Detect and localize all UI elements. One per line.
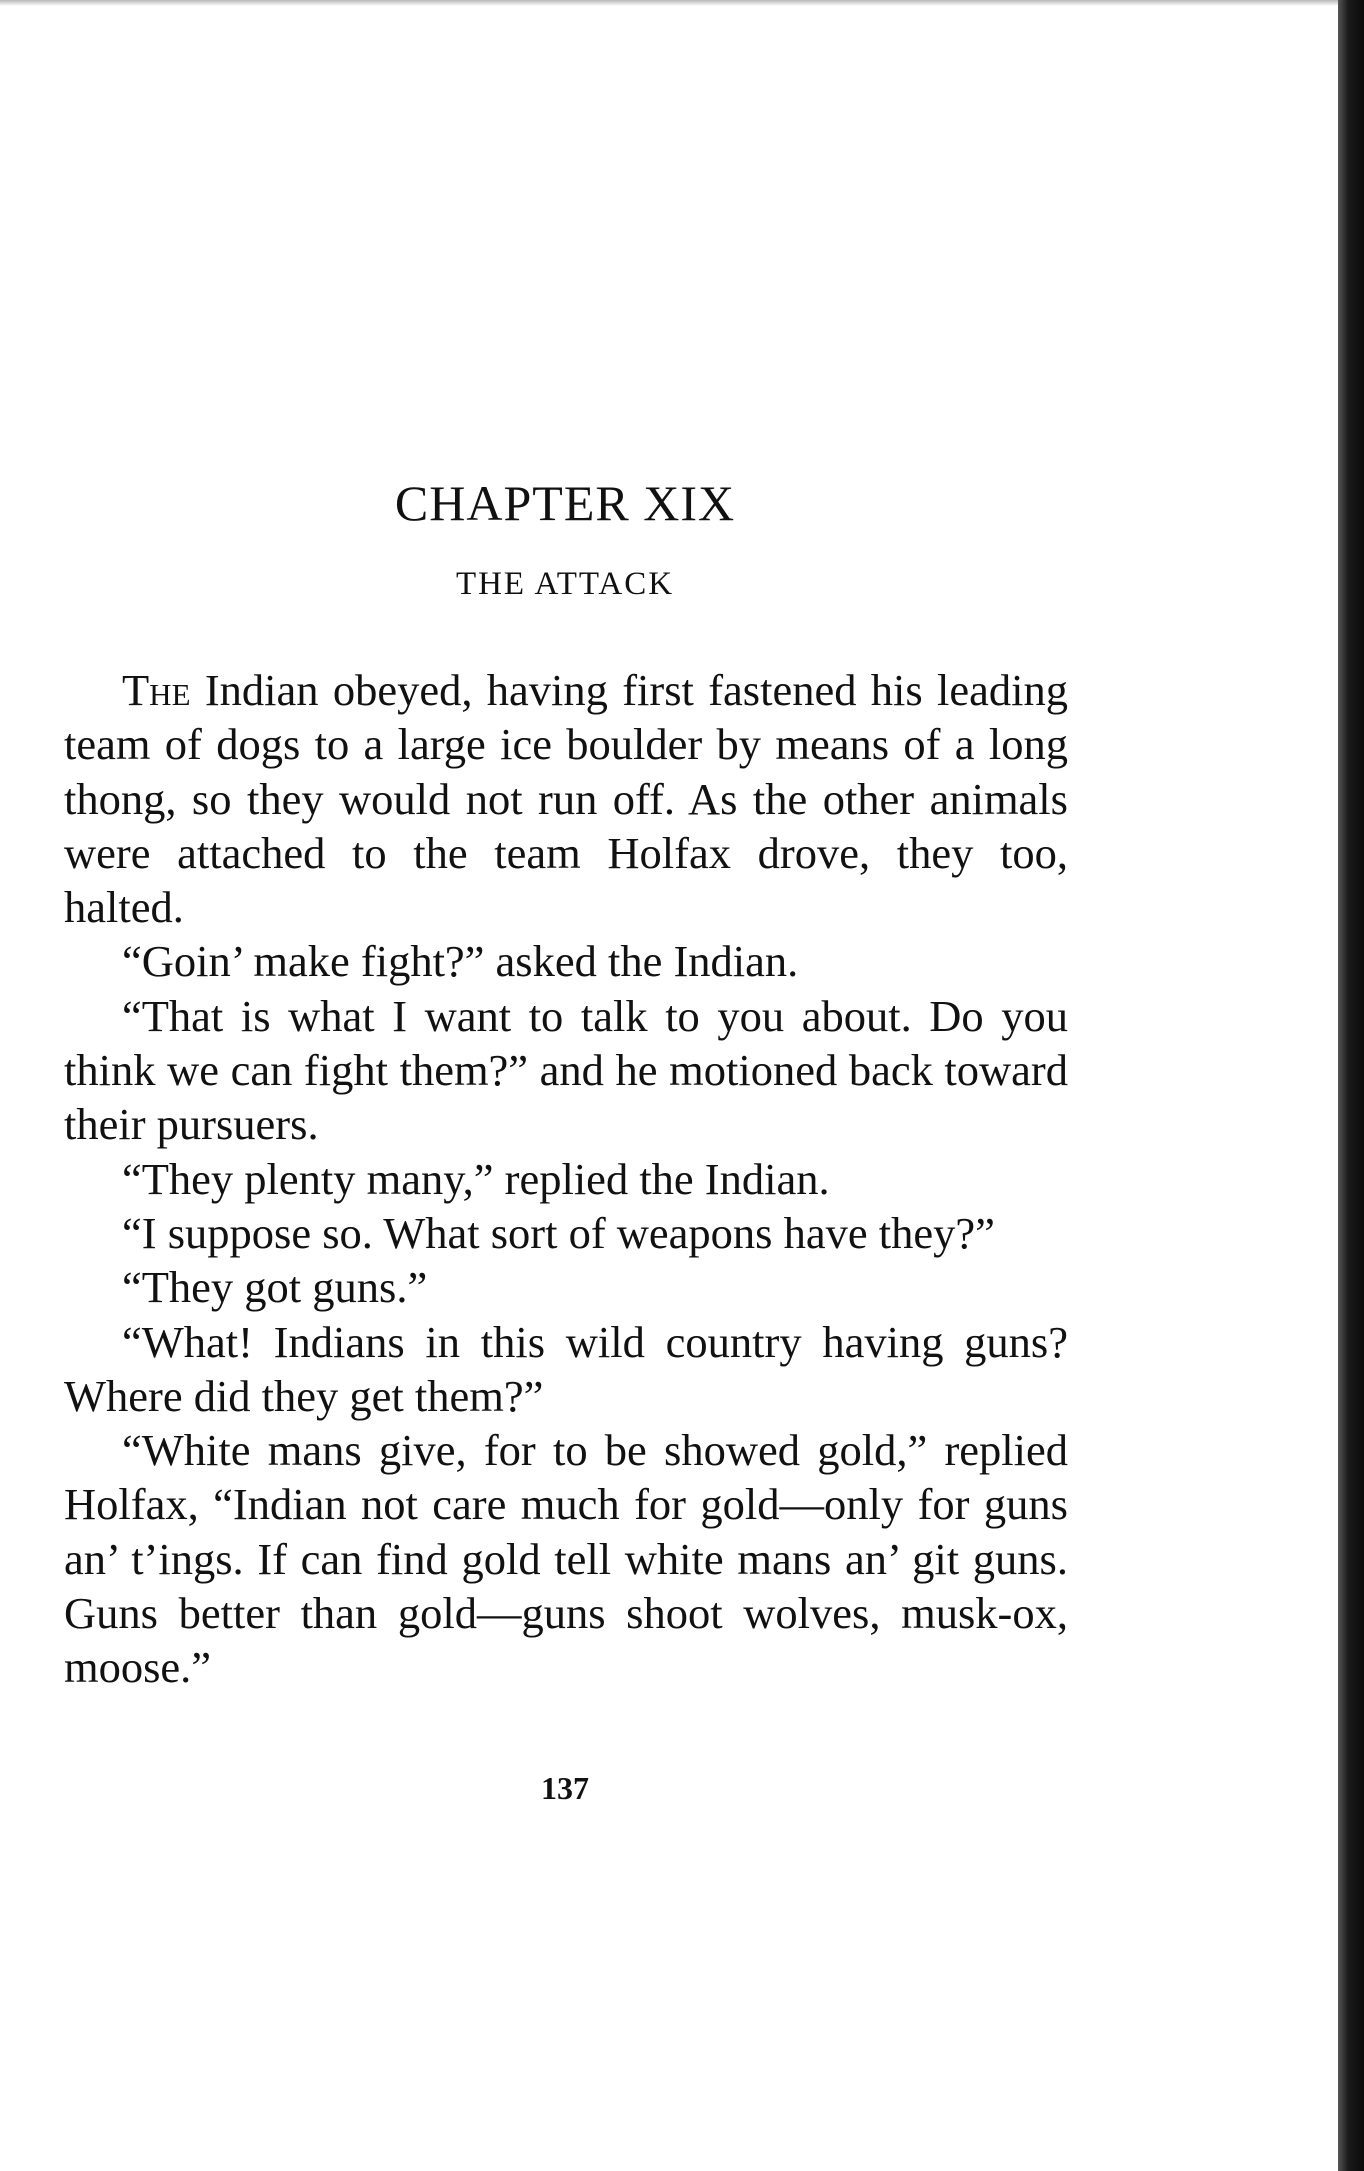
paragraph: “That is what I want to talk to you about. Do you think we can fight them?” and he motioned back toward their pursuers.	[64, 990, 1068, 1150]
paragraph: “I suppose so. What sort of weapons have they?”	[122, 1207, 995, 1258]
paragraph: “They plenty many,” replied the Indian.	[122, 1153, 830, 1204]
page-number: 137	[541, 1770, 589, 1806]
scan-edge-top	[0, 0, 1364, 6]
paragraph	[64, 663, 1068, 934]
chapter-title: CHAPTER XIX	[394, 474, 736, 531]
chapter-subtitle: THE ATTACK	[455, 566, 675, 602]
paragraph: “They got guns.”	[122, 1262, 428, 1313]
paragraph: “What! Indians in this wild country having guns? Where did they get them?”	[64, 1316, 1068, 1421]
paragraph: “White mans give, for to be showed gold,” replied Holfax, “Indian not care much for gold—only for guns an’ t’ings. If can find gold tell white mans an’ git guns. Guns better than gold—guns shoot wolves, musk-ox, moose.”	[64, 1425, 1068, 1693]
paragraph-lead-word: The	[122, 665, 191, 715]
body-text	[64, 663, 1068, 1695]
scan-edge-right	[1338, 0, 1364, 2171]
paragraph: “Goin’ make fight?” asked the Indian.	[122, 936, 799, 987]
paragraph-text: Indian obeyed, having first fastened his leading team of dogs to a large ice boulder by means of a long thong, so they would not run off. As the other animals were attached to the team Holfax drove, they too, halted.	[64, 665, 1068, 933]
